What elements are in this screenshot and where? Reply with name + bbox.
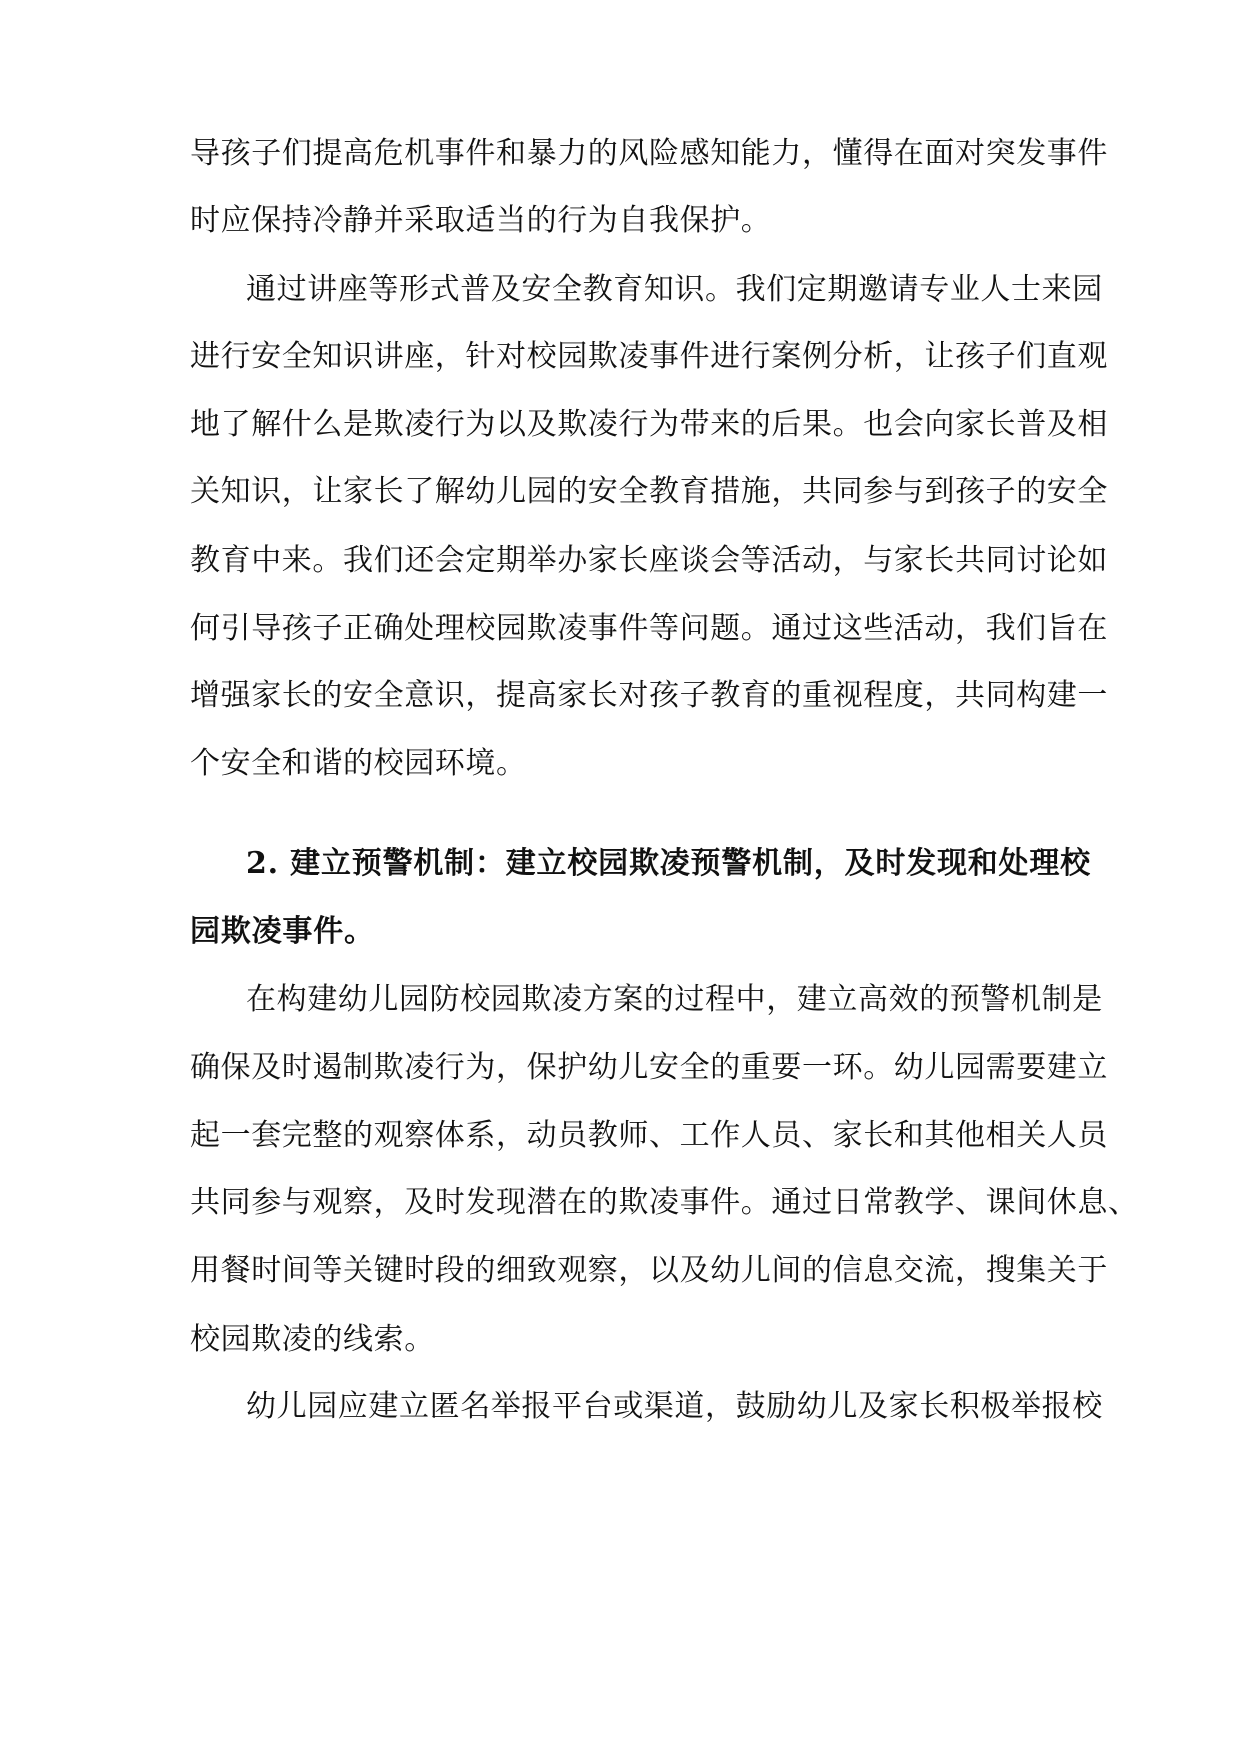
text-line: 幼儿园应建立匿名举报平台或渠道，鼓励幼儿及家长积极举报校 — [246, 1389, 1103, 1424]
text-line: 用餐时间等关键时段的细致观察，以及幼儿间的信息交流，搜集关于 — [190, 1253, 1108, 1288]
text-line: 起一套完整的观察体系，动员教师、工作人员、家长和其他相关人员 — [190, 1118, 1108, 1153]
text-line: 确保及时遏制欺凌行为，保护幼儿安全的重要一环。幼儿园需要建立 — [190, 1050, 1108, 1085]
text-line: 关知识，让家长了解幼儿园的安全教育措施，共同参与到孩子的安全 — [190, 474, 1108, 509]
text-line: 共同参与观察，及时发现潜在的欺凌事件。通过日常教学、课间休息、 — [190, 1185, 1139, 1220]
text-line: 何引导孩子正确处理校园欺凌事件等问题。通过这些活动，我们旨在 — [190, 611, 1108, 646]
text-line: 进行安全知识讲座，针对校园欺凌事件进行案例分析，让孩子们直观 — [190, 339, 1108, 374]
heading-line: 园欺凌事件。 — [190, 914, 375, 949]
text-line: 个安全和谐的校园环境。 — [190, 746, 527, 781]
text-line: 时应保持冷静并采取适当的行为自我保护。 — [190, 203, 772, 238]
text-line: 在构建幼儿园防校园欺凌方案的过程中，建立高效的预警机制是 — [246, 982, 1103, 1017]
text-line: 教育中来。我们还会定期举办家长座谈会等活动，与家长共同讨论如 — [190, 543, 1108, 578]
text-line: 导孩子们提高危机事件和暴力的风险感知能力，懂得在面对突发事件 — [190, 136, 1108, 171]
heading-line: 2. 建立预警机制：建立校园欺凌预警机制，及时发现和处理校 — [246, 846, 1091, 881]
text-line: 增强家长的安全意识，提高家长对孩子教育的重视程度，共同构建一 — [190, 678, 1108, 713]
text-line: 通过讲座等形式普及安全教育知识。我们定期邀请专业人士来园 — [246, 272, 1103, 307]
text-line: 校园欺凌的线索。 — [190, 1322, 435, 1357]
text-line: 地了解什么是欺凌行为以及欺凌行为带来的后果。也会向家长普及相 — [190, 407, 1108, 442]
